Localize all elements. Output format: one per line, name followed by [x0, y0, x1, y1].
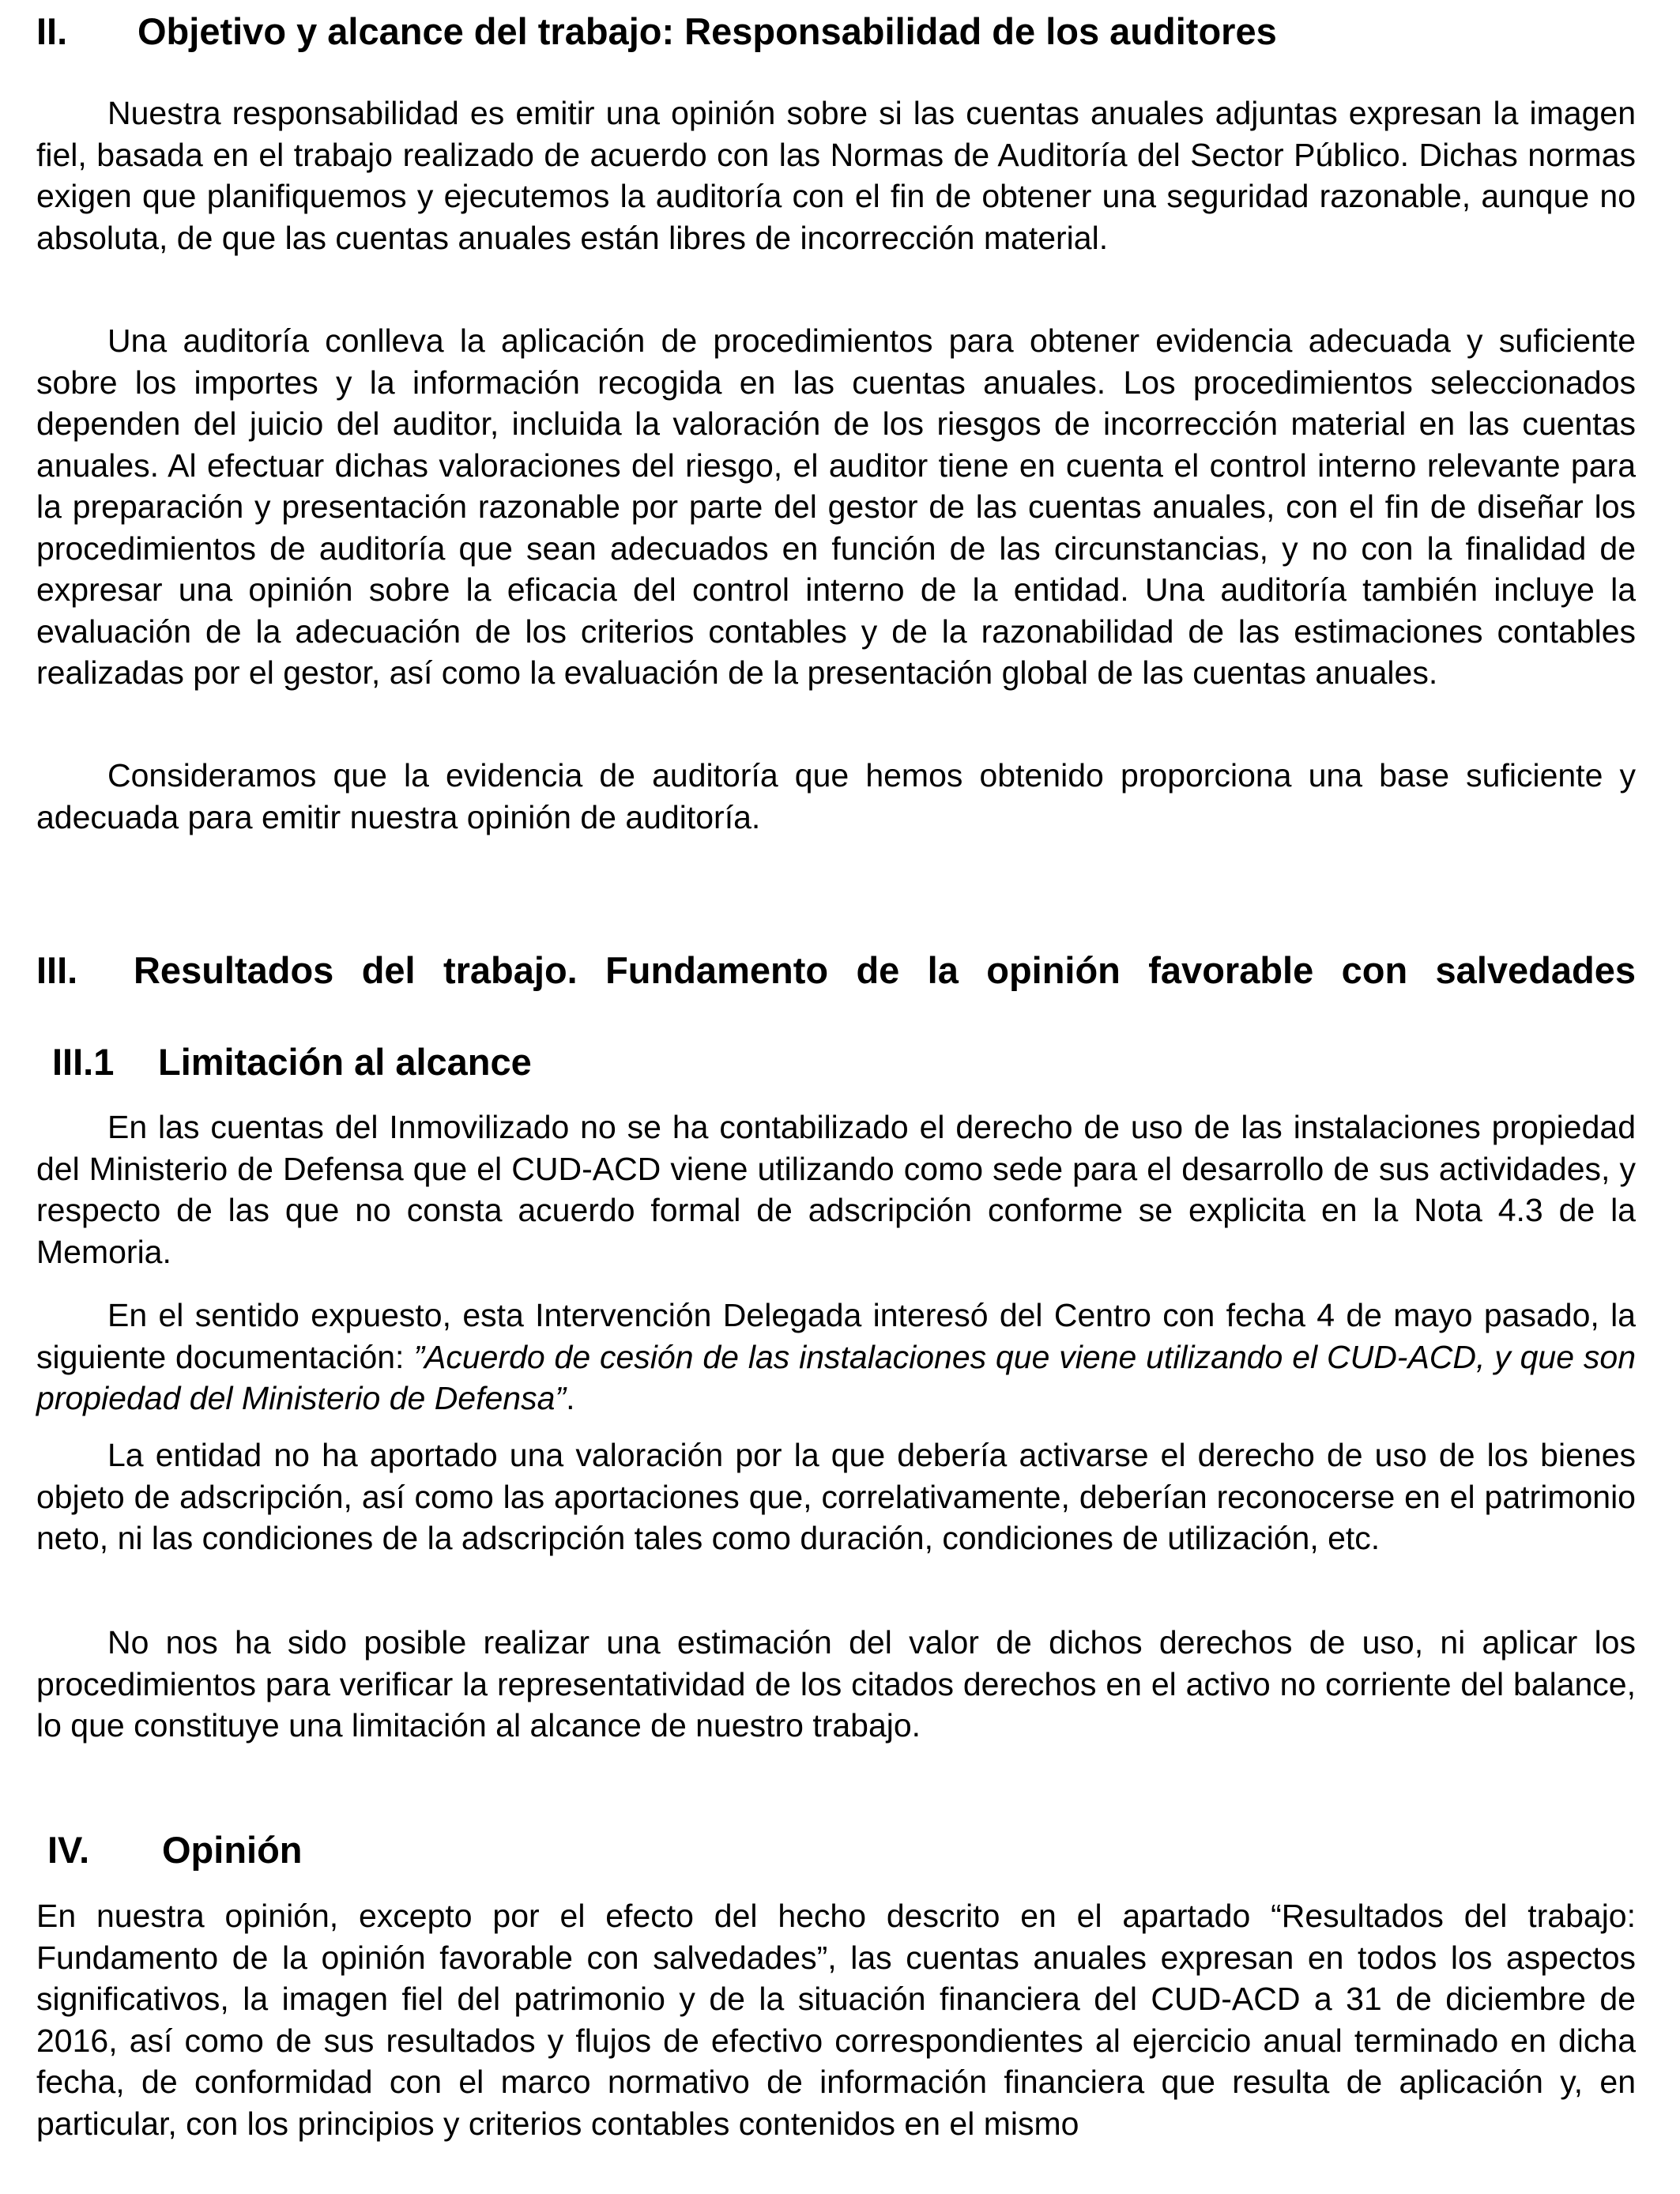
section-3-paragraph-3: No nos ha sido posible realizar una estimación del valor de dichos derechos de uso, ni aplicar los procedimientos para verificar la representatividad de los citados derechos en el activo no corriente del balance, lo que constituye una limitación al alcance de nuestro trabajo. [36, 1624, 1636, 1744]
section-2-paragraph-1: Nuestra responsabilidad es emitir una opinión sobre si las cuentas anuales adjuntas expresan la imagen fiel, basada en el trabajo realizado de acuerdo con las Normas de Auditoría del Sector Público. Dichas normas exigen que planifiquemos y ejecutemos la auditoría con el fin de obtener una seguridad razonable, aunque no absoluta, de que las cuentas anuales están libres de incorrección material. [36, 95, 1636, 256]
subsection-3-1-heading [52, 1040, 532, 1084]
section-4-title: Opinión [162, 1829, 303, 1871]
section-4-paragraph: En nuestra opinión, excepto por el efecto del hecho descrito en el apartado “Resultados del trabajo: Fundamento de la opinión favorable con salvedades”, las cuentas anuales expresan en todos los aspectos significativos, la imagen fiel del patrimonio y de la situación financiera del CUD-ACD a 31 de diciembre de 2016, así como de sus resultados y flujos de efectivo correspondientes al ejercicio anual terminado en dicha fecha, de conformidad con el marco normativo de información financiera que resulta de aplicación y, en particular, con los principios y criterios contables contenidos en el mismo [36, 1898, 1636, 2142]
section-2-paragraph-3: Consideramos que la evidencia de auditoría que hemos obtenido proporciona una base suficiente y adecuada para emitir nuestra opinión de auditoría. [36, 757, 1636, 835]
section-3-paragraph-1: En las cuentas del Inmovilizado no se ha contabilizado el derecho de uso de las instalaciones propiedad del Ministerio de Defensa que el CUD-ACD viene utilizando como sede para el desarrollo de sus actividades, y respecto de las que no consta acuerdo formal de adscripción conforme se explicita en la Nota 4.3 de la Memoria. [36, 1109, 1636, 1270]
section-2-number: II. [36, 10, 68, 52]
section-4-number: IV. [47, 1829, 90, 1871]
request-end: . [566, 1380, 575, 1416]
subsection-3-1-title: Limitación al alcance [158, 1041, 532, 1083]
section-4-heading [47, 1828, 303, 1872]
request-intro: En el sentido expuesto, esta Intervención Delegada interesó del Centro con fecha 4 de mayo pasado, la siguiente documentación: [36, 1297, 1636, 1375]
section-3-title: Resultados del trabajo. Fundamento de la opinión favorable con salvedades [133, 949, 1636, 991]
section-2-heading [36, 9, 1277, 54]
section-3-heading [36, 948, 1636, 993]
section-3-number: III. [36, 949, 78, 991]
section-3-request-paragraph [36, 1295, 1636, 1419]
section-2-title: Objetivo y alcance del trabajo: Responsabilidad de los auditores [137, 10, 1277, 52]
section-2-paragraph-2: Una auditoría conlleva la aplicación de procedimientos para obtener evidencia adecuada y suficiente sobre los importes y la información recogida en las cuentas anuales. Los procedimientos seleccionados dependen del juicio del auditor, incluida la valoración de los riesgos de incorrección material en las cuentas anuales. Al efectuar dichas valoraciones del riesgo, el auditor tiene en cuenta el control interno relevante para la preparación y presentación razonable por parte del gestor de las cuentas anuales, con el fin de diseñar los procedimientos de auditoría que sean adecuados en función de las circunstancias, y no con la finalidad de expresar una opinión sobre la eficacia del control interno de la entidad. Una auditoría también incluye la evaluación de la adecuación de los criterios contables y de la razonabilidad de las estimaciones contables realizadas por el gestor, así como la evaluación de la presentación global de las cuentas anuales. [36, 322, 1636, 691]
request-quote: ”Acuerdo de cesión de las instalaciones que viene utilizando el CUD-ACD, y que son propiedad del Ministerio de Defensa” [36, 1338, 1637, 1416]
subsection-3-1-number: III.1 [52, 1041, 115, 1083]
section-3-paragraph-2: La entidad no ha aportado una valoración por la que debería activarse el derecho de uso de los bienes objeto de adscripción, así como las aportaciones que, correlativamente, deberían reconocerse en el patrimonio neto, ni las condiciones de la adscripción tales como duración, condiciones de utilización, etc. [36, 1437, 1636, 1556]
